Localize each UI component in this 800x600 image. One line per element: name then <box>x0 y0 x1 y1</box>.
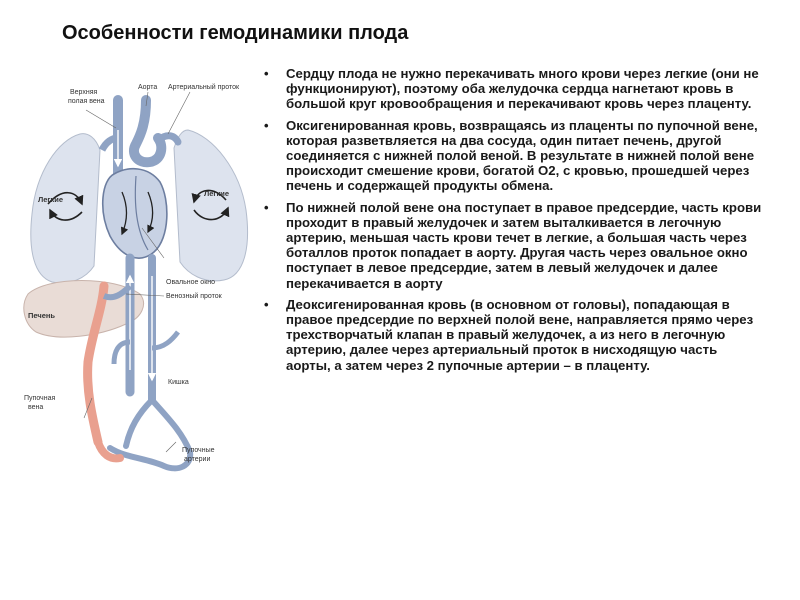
lungs-left-label: Легкие <box>38 195 64 204</box>
bullet-text: По нижней полой вене она поступает в правое предсердие, часть крови проходит в правый желудочек и затем выталкивается в легочную артерию, меньшая часть крови течет в легкие, а большая часть через боталлов проток попадает в аорту. Другая часть через овальное окно поступает в левое предсердие, затем в левый желудочек и далее перекачивается в аорту <box>286 199 762 291</box>
ductus-arteriosus-vessel <box>158 136 178 142</box>
heart-shape <box>103 169 167 258</box>
lungs-right-label: Легкие <box>204 189 230 198</box>
bullet-list <box>262 66 762 379</box>
bullet-item <box>262 118 762 194</box>
umbilical-arteries-label-2: артерии <box>184 456 211 463</box>
bullet-text: Оксигенированная кровь, возвращаясь из плаценты по пупочной вене, которая разветвляется на два сосуда, один питает печень, другой соединяется с нижней полой веной. В результате в нижней полой вене происходит смешение крови, богатой О2, с кровью, прошедшей через печень и содержащей продукты обмена. <box>286 117 758 194</box>
fetal-circulation-illustration <box>18 80 264 500</box>
slide-title: Особенности гемодинамики плода <box>62 22 409 44</box>
bullet-text: Деоксигенированная кровь (в основном от головы), попадающая в правое предсердие по верхней полой вене, направляется прямо через трехстворчатый клапан в правый желудочек, а из него в легочную артерию, далее через артериальный проток в нисходящую часть аорты, а затем через 2 пупочные артерии – в плаценту. <box>286 296 754 373</box>
svc-label-1: Верхняя <box>70 89 98 96</box>
bullet-marker: • <box>264 117 269 133</box>
ductus-arteriosus-label: Артериальный проток <box>168 84 240 91</box>
bullet-item <box>262 200 762 291</box>
bullet-marker: • <box>264 66 269 81</box>
umbilical-arteries-label-1: Пупочные <box>182 447 215 454</box>
right-lung-shape <box>174 130 248 281</box>
aorta-label: Аорта <box>138 84 158 91</box>
fetal-circulation-diagram <box>18 80 264 500</box>
aorta-vessel <box>134 100 161 162</box>
foramen-ovale-label: Овальное окно <box>166 279 216 286</box>
intestine-label: Кишка <box>168 379 189 386</box>
umbilical-vein-label-2: вена <box>28 404 44 411</box>
bullet-text: Сердцу плода не нужно перекачивать много крови через легкие (они не функционируют), поэтому оба желудочка сердца нагнетают кровь в большой круг кровообращения и перекачивают кровь через плаценту. <box>286 66 759 112</box>
bullet-marker: • <box>264 199 269 215</box>
umbilical-vein-label-1: Пупочная <box>24 395 56 402</box>
bullet-item <box>262 297 762 373</box>
ductus-venosus-label: Венозный проток <box>166 293 222 300</box>
bullet-marker: • <box>264 296 269 312</box>
bullet-item <box>262 66 762 112</box>
liver-label: Печень <box>28 311 56 320</box>
svc-label-2: полая вена <box>68 98 105 105</box>
left-lung-shape <box>31 134 100 283</box>
